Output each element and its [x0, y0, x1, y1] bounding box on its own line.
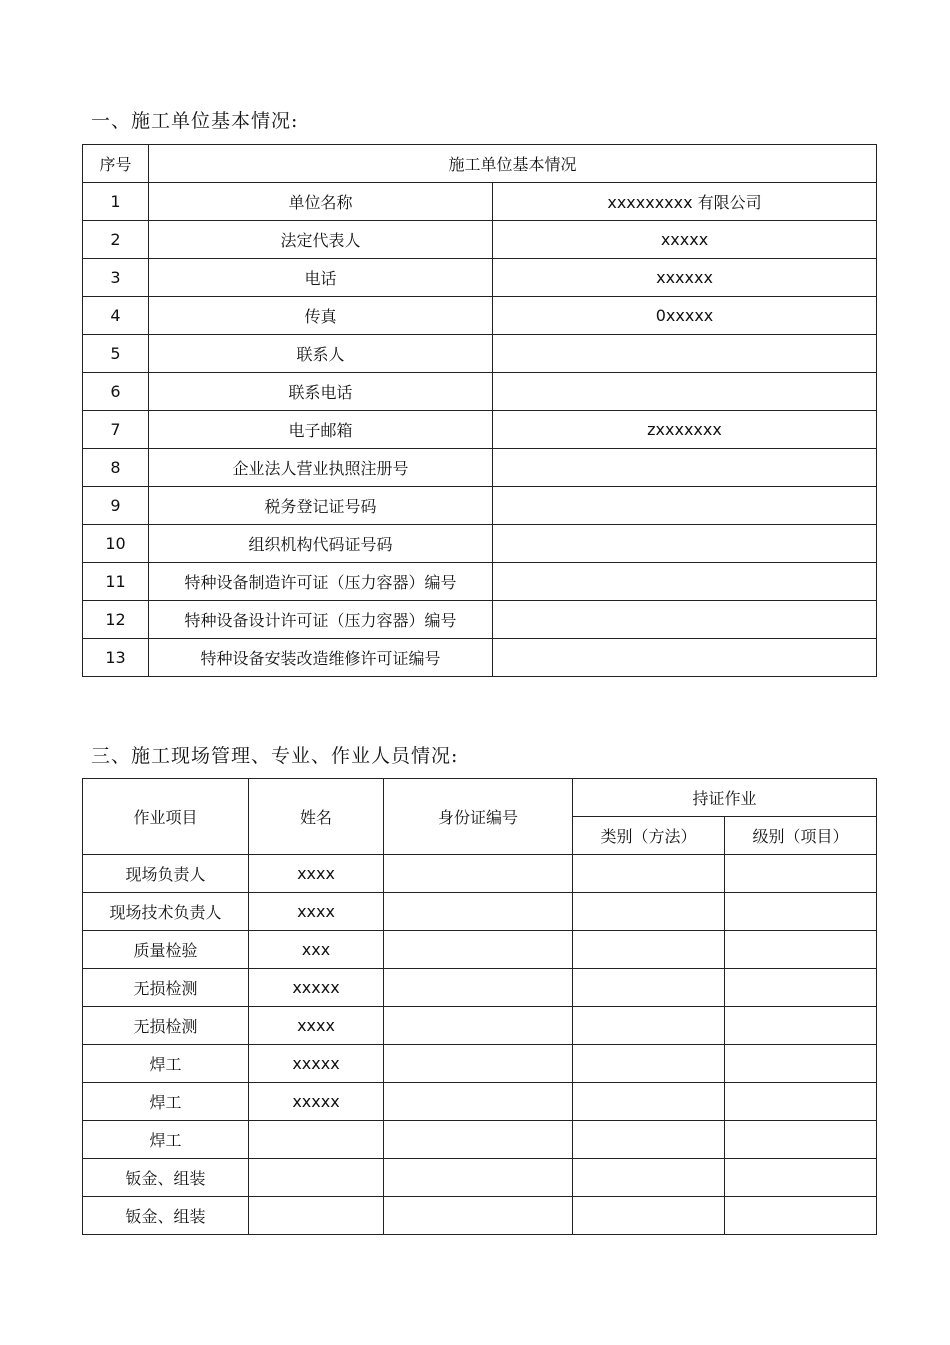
cert-category	[573, 893, 725, 931]
col-header-no: 序号	[83, 145, 149, 183]
field-label: 特种设备安装改造维修许可证编号	[149, 639, 493, 677]
col-header-category: 类别（方法）	[573, 817, 725, 855]
cert-category	[573, 1083, 725, 1121]
field-value: xxxxx	[493, 221, 877, 259]
unit-info-row	[83, 373, 877, 411]
field-label: 企业法人营业执照注册号	[149, 449, 493, 487]
work-item: 现场负责人	[83, 855, 249, 893]
section2-heading: 三、施工现场管理、专业、作业人员情况:	[91, 745, 459, 767]
unit-info-row	[83, 411, 877, 449]
id-number	[384, 1007, 573, 1045]
unit-info-header-row	[83, 145, 877, 183]
work-item: 焊工	[83, 1121, 249, 1159]
field-value	[493, 373, 877, 411]
cert-level	[725, 1007, 877, 1045]
id-number	[384, 855, 573, 893]
personnel-row	[83, 1121, 877, 1159]
col-header-item: 作业项目	[83, 779, 249, 855]
row-number: 11	[83, 563, 149, 601]
unit-info-row	[83, 183, 877, 221]
field-value	[493, 563, 877, 601]
cert-level	[725, 1045, 877, 1083]
cert-level	[725, 1197, 877, 1235]
field-value	[493, 639, 877, 677]
id-number	[384, 893, 573, 931]
field-value	[493, 601, 877, 639]
personnel-row	[83, 1045, 877, 1083]
id-number	[384, 1083, 573, 1121]
field-value	[493, 335, 877, 373]
unit-info-row	[83, 487, 877, 525]
unit-info-row	[83, 601, 877, 639]
work-item: 焊工	[83, 1045, 249, 1083]
id-number	[384, 1197, 573, 1235]
unit-info-row	[83, 259, 877, 297]
row-number: 6	[83, 373, 149, 411]
unit-info-row	[83, 639, 877, 677]
cert-category	[573, 969, 725, 1007]
person-name: xxxx	[249, 855, 384, 893]
field-value: xxxxxx	[493, 259, 877, 297]
personnel-header-row-1	[83, 779, 877, 817]
person-name	[249, 1159, 384, 1197]
person-name: xxxx	[249, 1007, 384, 1045]
id-number	[384, 969, 573, 1007]
person-name: xxxx	[249, 893, 384, 931]
work-item: 无损检测	[83, 969, 249, 1007]
person-name: xxxxx	[249, 1083, 384, 1121]
field-label: 税务登记证号码	[149, 487, 493, 525]
cert-level	[725, 1083, 877, 1121]
field-label: 传真	[149, 297, 493, 335]
unit-info-row	[83, 525, 877, 563]
field-label: 组织机构代码证号码	[149, 525, 493, 563]
row-number: 4	[83, 297, 149, 335]
cert-category	[573, 1045, 725, 1083]
unit-info-row	[83, 335, 877, 373]
field-value	[493, 449, 877, 487]
row-number: 5	[83, 335, 149, 373]
personnel-row	[83, 931, 877, 969]
person-name: xxx	[249, 931, 384, 969]
field-value: zxxxxxxx	[493, 411, 877, 449]
id-number	[384, 1121, 573, 1159]
col-header-unit-info: 施工单位基本情况	[149, 145, 877, 183]
row-number: 10	[83, 525, 149, 563]
section1-heading: 一、施工单位基本情况:	[91, 110, 299, 132]
field-label: 特种设备设计许可证（压力容器）编号	[149, 601, 493, 639]
unit-info-row	[83, 221, 877, 259]
personnel-row	[83, 969, 877, 1007]
personnel-row	[83, 1159, 877, 1197]
personnel-row	[83, 893, 877, 931]
row-number: 8	[83, 449, 149, 487]
row-number: 12	[83, 601, 149, 639]
field-label: 特种设备制造许可证（压力容器）编号	[149, 563, 493, 601]
cert-category	[573, 1197, 725, 1235]
cert-category	[573, 1007, 725, 1045]
field-label: 单位名称	[149, 183, 493, 221]
person-name: xxxxx	[249, 969, 384, 1007]
row-number: 13	[83, 639, 149, 677]
personnel-row	[83, 855, 877, 893]
col-header-level: 级别（项目）	[725, 817, 877, 855]
cert-level	[725, 969, 877, 1007]
field-label: 电话	[149, 259, 493, 297]
person-name	[249, 1121, 384, 1159]
person-name	[249, 1197, 384, 1235]
field-label: 法定代表人	[149, 221, 493, 259]
cert-category	[573, 1121, 725, 1159]
row-number: 9	[83, 487, 149, 525]
row-number: 7	[83, 411, 149, 449]
field-value	[493, 487, 877, 525]
personnel-table	[82, 778, 877, 1235]
unit-info-table	[82, 144, 877, 677]
work-item: 现场技术负责人	[83, 893, 249, 931]
id-number	[384, 1045, 573, 1083]
unit-info-row	[83, 449, 877, 487]
cert-category	[573, 1159, 725, 1197]
field-label: 联系人	[149, 335, 493, 373]
cert-level	[725, 893, 877, 931]
personnel-row	[83, 1197, 877, 1235]
field-label: 电子邮箱	[149, 411, 493, 449]
field-value	[493, 525, 877, 563]
cert-level	[725, 1121, 877, 1159]
work-item: 焊工	[83, 1083, 249, 1121]
row-number: 1	[83, 183, 149, 221]
field-value: 0xxxxx	[493, 297, 877, 335]
unit-info-row	[83, 297, 877, 335]
work-item: 钣金、组装	[83, 1159, 249, 1197]
col-header-name: 姓名	[249, 779, 384, 855]
id-number	[384, 1159, 573, 1197]
field-value: xxxxxxxxx 有限公司	[493, 183, 877, 221]
work-item: 钣金、组装	[83, 1197, 249, 1235]
cert-category	[573, 931, 725, 969]
personnel-row	[83, 1083, 877, 1121]
id-number	[384, 931, 573, 969]
field-label: 联系电话	[149, 373, 493, 411]
work-item: 无损检测	[83, 1007, 249, 1045]
col-header-id-number: 身份证编号	[384, 779, 573, 855]
cert-category	[573, 855, 725, 893]
person-name: xxxxx	[249, 1045, 384, 1083]
cert-level	[725, 931, 877, 969]
personnel-row	[83, 1007, 877, 1045]
work-item: 质量检验	[83, 931, 249, 969]
row-number: 3	[83, 259, 149, 297]
cert-level	[725, 1159, 877, 1197]
unit-info-row	[83, 563, 877, 601]
cert-level	[725, 855, 877, 893]
col-header-certified-work: 持证作业	[573, 779, 877, 817]
row-number: 2	[83, 221, 149, 259]
